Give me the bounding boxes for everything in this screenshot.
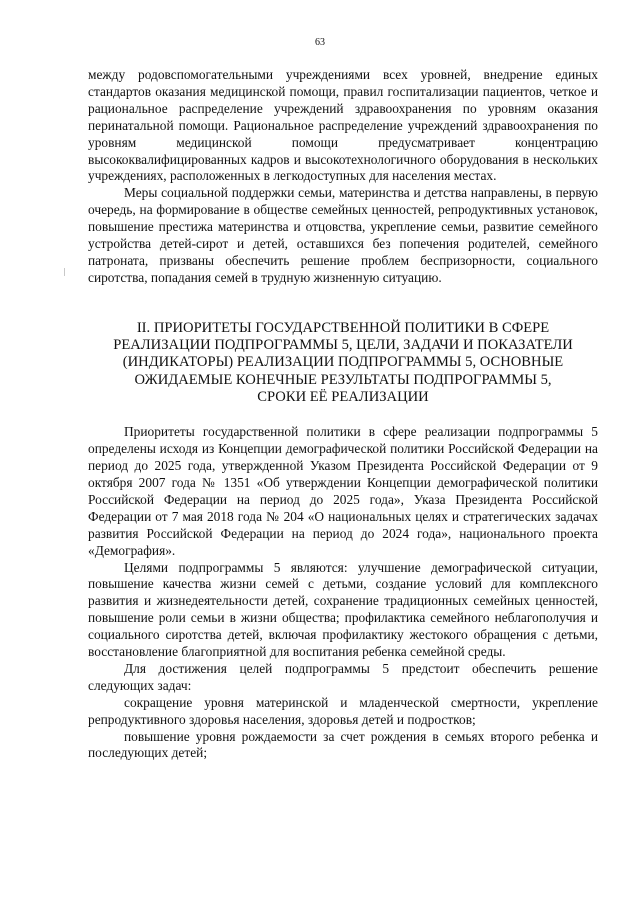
paragraph: Для достижения целей подпрограммы 5 предстоит обеспечить решение следующих задач: [88,660,598,693]
paragraph: Приоритеты государственной политики в сфере реализации подпрограммы 5 определены исходя из Концепции демографической политики Российской Федерации на период до 2025 года, утвержденной Указом Президента Российской Федерации от 9 октября 2007 года № 1351 «Об утверждении Концепции демографической политики Российской Федерации на период до 2025 года», Указа Президента Российской Федерации от 7 мая 2018 года № 204 «О национальных целях и стратегических задачах развития Российской Федерации на период до 2024 года», национального проекта «Демография». [88,424,598,558]
section-heading-line: II. ПРИОРИТЕТЫ ГОСУДАРСТВЕННОЙ ПОЛИТИКИ В СФЕРЕ [136,319,550,336]
section-heading [88,320,598,406]
list-item-task: повышение уровня рождаемости за счет рождения в семьях второго ребенка и последующих детей; [88,728,598,761]
section-heading-line: (ИНДИКАТОРЫ) РЕАЛИЗАЦИИ ПОДПРОГРАММЫ 5, ОСНОВНЫЕ [122,354,564,371]
section-heading-line: РЕАЛИЗАЦИИ ПОДПРОГРАММЫ 5, ЦЕЛИ, ЗАДАЧИ И ПОКАЗАТЕЛИ [113,337,573,354]
margin-mark [64,268,65,276]
paragraph: Меры социальной поддержки семьи, материнства и детства направлены, в первую очередь, на формирование в обществе семейных ценностей, репродуктивных установок, повышение престижа материнства и отцовства, укрепление семьи, развитие семейного устройства детей-сирот и детей, оставшихся без попечения родителей, семейного патроната, призваны обеспечить решение проблем беспризорности, социального сиротства, попадания семей в трудную жизненную ситуацию. [88,185,598,285]
document-body [88,67,598,762]
paragraph: Целями подпрограммы 5 являются: улучшение демографической ситуации, повышение качества жизни семей с детьми, создание условий для комплексного развития и жизнедеятельности детей, сохранение традиционных семейных ценностей, повышение роли семьи в жизни общества; профилактика семейного неблагополучия и социального сиротства детей, включая профилактику жестокого обращения с детьми, восстановление благоприятной для воспитания ребенка семейной среды. [88,559,598,660]
section-heading-line: СРОКИ ЕЁ РЕАЛИЗАЦИИ [257,388,429,405]
list-item-task: сокращение уровня материнской и младенческой смертности, укрепление репродуктивного здоровья населения, здоровья детей и подростков; [88,694,598,727]
section-heading-line: ОЖИДАЕМЫЕ КОНЕЧНЫЕ РЕЗУЛЬТАТЫ ПОДПРОГРАММЫ 5, [134,371,552,388]
page-number: 63 [315,37,325,48]
paragraph: между родовспомогательными учреждениями всех уровней, внедрение единых стандартов оказания медицинской помощи, правил госпитализации пациентов, четкое и рациональное распределение учреждений здравоохранения по уровням оказания перинатальной помощи. Рациональное распределение учреждений здравоохранения по уровням медицинской помощи предусматривает концентрацию высококвалифицированных кадров и высокотехнологичного оборудования в нескольких учреждениях, расположенных в легкодоступных для населения местах. [88,67,598,184]
